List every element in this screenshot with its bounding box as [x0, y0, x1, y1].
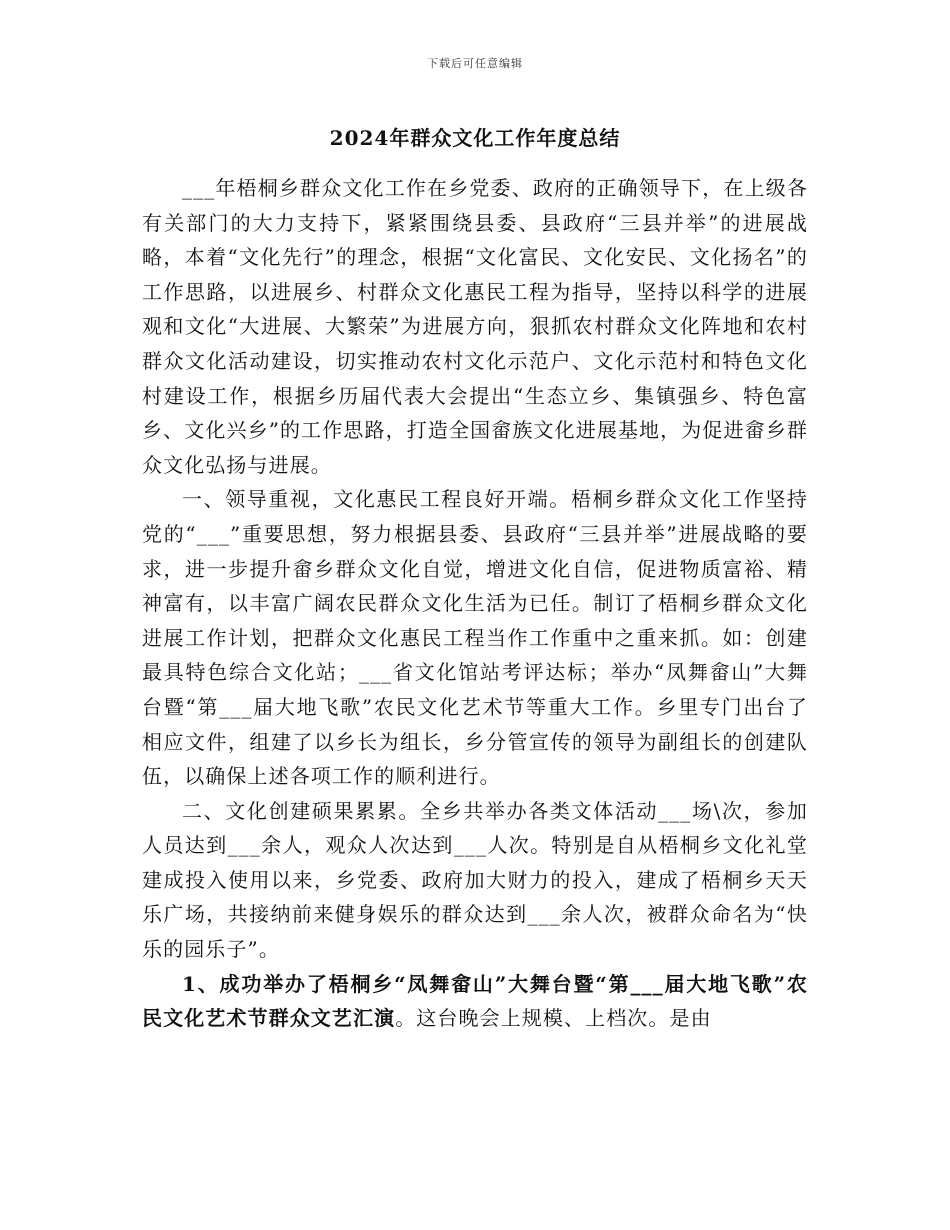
- paragraph-section-one: 一、领导重视，文化惠民工程良好开端。梧桐乡群众文化工作坚持党的“___”重要思想，努力根据县委、县政府“三县并举”进展战略的要求，进一步提升畲乡群众文化自觉，增进文化自信，促进物质富裕、精神富有，以丰富广阔农民群众文化生活为已任。制订了梧桐乡群众文化进展工作计划，把群众文化惠民工程当作工作重中之重来抓。如：创建最具特色综合文化站；___省文化馆站考评达标；举办“凤舞畲山”大舞台暨“第___届大地飞歌”农民文化艺术节等重大工作。乡里专门出台了相应文件，组建了以乡长为组长，乡分管宣传的领导为副组长的创建队伍，以确保上述各项工作的顺利进行。: [142, 487, 808, 789]
- document-title: 2024年群众文化工作年度总结: [329, 126, 621, 150]
- document-body: [142, 171, 808, 1036]
- item-one-bold-lead: 1、成功举办了梧桐乡“凤舞畲山”大舞台暨“第___届大地飞歌”农民文化艺术节群众文艺汇演: [142, 971, 808, 1031]
- paragraph-item-one: [142, 967, 808, 1036]
- paragraph-section-two: 二、文化创建硕果累累。全乡共举办各类文体活动___场\次，参加人员达到___余人，观众人次达到___人次。特别是自从梧桐乡文化礼堂建成投入使用以来，乡党委、政府加大财力的投入，建成了梧桐乡天天乐广场，共接纳前来健身娱乐的群众达到___余人次，被群众命名为“快乐的园乐子”。: [142, 798, 808, 962]
- paragraph-intro: ___年梧桐乡群众文化工作在乡党委、政府的正确领导下，在上级各有关部门的大力支持下，紧紧围绕县委、县政府“三县并举”的进展战略，本着“文化先行”的理念，根据“文化富民、文化安民、文化扬名”的工作思路，以进展乡、村群众文化惠民工程为指导，坚持以科学的进展观和文化“大进展、大繁荣”为进展方向，狠抓农村群众文化阵地和农村群众文化活动建设，切实推动农村文化示范户、文化示范村和特色文化村建设工作，根据乡历届代表大会提出“生态立乡、集镇强乡、特色富乡、文化兴乡”的工作思路，打造全国畲族文化进展基地，为促进畲乡群众文化弘扬与进展。: [142, 176, 808, 477]
- header-note: 下载后可任意编辑: [427, 57, 523, 70]
- item-one-rest: 。这台晚会上规模、上档次。是由: [395, 1006, 712, 1031]
